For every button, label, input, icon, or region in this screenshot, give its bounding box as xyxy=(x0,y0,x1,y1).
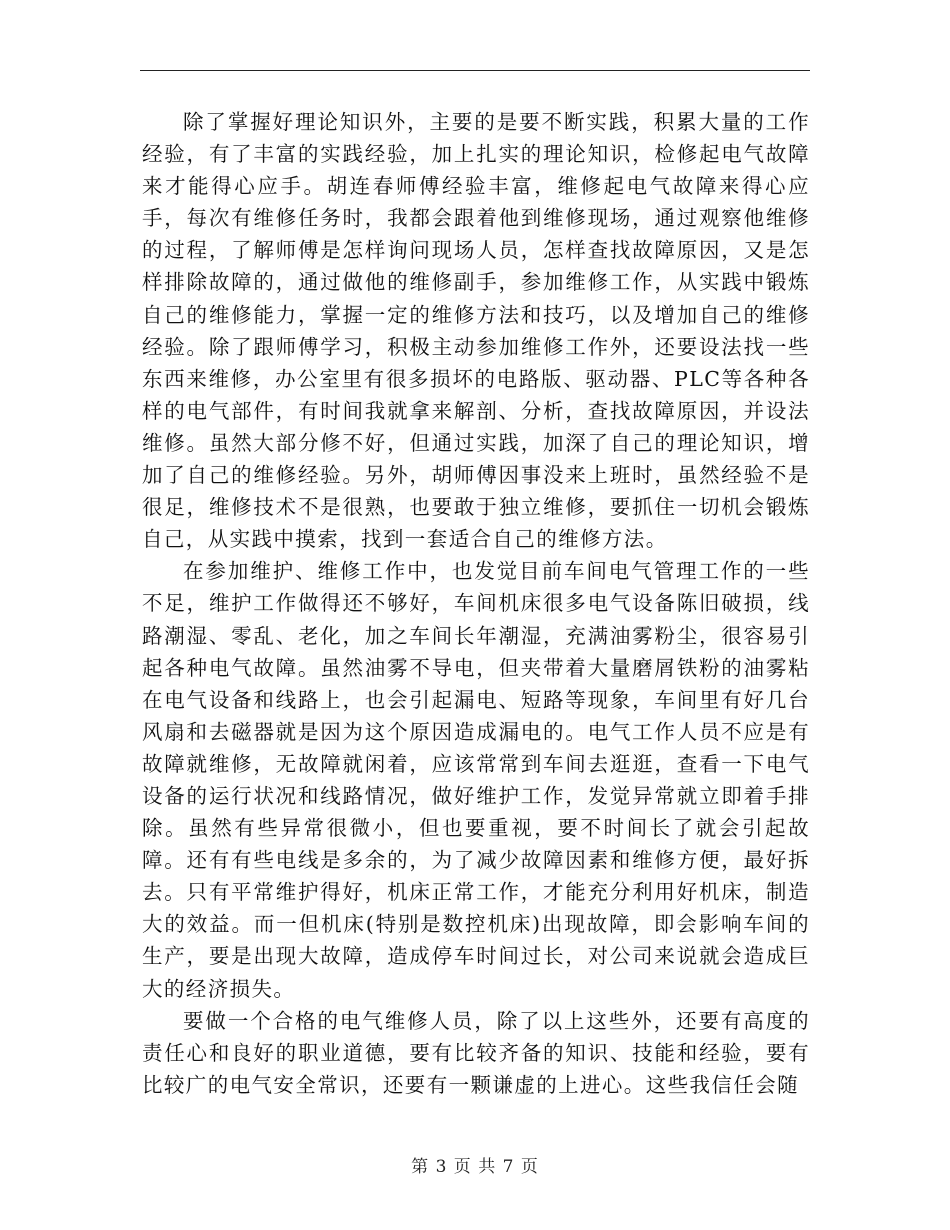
paragraph-1: 除了掌握好理论知识外，主要的是要不断实践，积累大量的工作经验，有了丰富的实践经验，加上扎实的理论知识，检修起电气故障来才能得心应手。胡连春师傅经验丰富，维修起电气故障来得心应手，每次有维修任务时，我都会跟着他到维修现场，通过观察他维修的过程，了解师傅是怎样询问现场人员，怎样查找故障原因，又是怎样排除故障的，通过做他的维修副手，参加维修工作，从实践中锻炼自己的维修能力，掌握一定的维修方法和技巧，以及增加自己的维修经验。除了跟师傅学习，积极主动参加维修工作外，还要设法找一些东西来维修，办公室里有很多损坏的电路版、驱动器、PLC等各种各样的电气部件，有时间我就拿来解剖、分析，查找故障原因，并设法维修。虽然大部分修不好，但通过实践，加深了自己的理论知识，增加了自己的维修经验。另外，胡师傅因事没来上班时，虽然经验不是很足，维修技术不是很熟，也要敢于独立维修，要抓住一切机会锻炼自己，从实践中摸索，找到一套适合自己的维修方法。 xyxy=(142,110,810,552)
document-body xyxy=(142,106,810,1101)
paragraph-3: 要做一个合格的电气维修人员，除了以上这些外，还要有高度的责任心和良好的职业道德，要有比较齐备的知识、技能和经验，要有比较广的电气安全常识，还要有一颗谦虚的上进心。这些我信任会随 xyxy=(142,1008,810,1097)
paragraph-2: 在参加维护、维修工作中，也发觉目前车间电气管理工作的一些不足，维护工作做得还不够好，车间机床很多电气设备陈旧破损，线路潮湿、零乱、老化，加之车间长年潮湿，充满油雾粉尘，很容易引起各种电气故障。虽然油雾不导电，但夹带着大量磨屑铁粉的油雾粘在电气设备和线路上，也会引起漏电、短路等现象，车间里有好几台风扇和去磁器就是因为这个原因造成漏电的。电气工作人员不应是有故障就维修，无故障就闲着，应该常常到车间去逛逛，查看一下电气设备的运行状况和线路情况，做好维护工作，发觉异常就立即着手排除。虽然有些异常很微小，但也要重视，要不时间长了就会引起故障。还有有些电线是多余的，为了减少故障因素和维修方便，最好拆去。只有平常维护得好，机床正常工作，才能充分利用好机床，制造大的效益。而一但机床(特别是数控机床)出现故障，即会影响车间的生产，要是出现大故障，造成停车时间过长，对公司来说就会造成巨大的经济损失。 xyxy=(142,559,810,1001)
page-number: 第 3 页 共 7 页 xyxy=(411,1157,539,1177)
header-rule xyxy=(140,70,810,71)
